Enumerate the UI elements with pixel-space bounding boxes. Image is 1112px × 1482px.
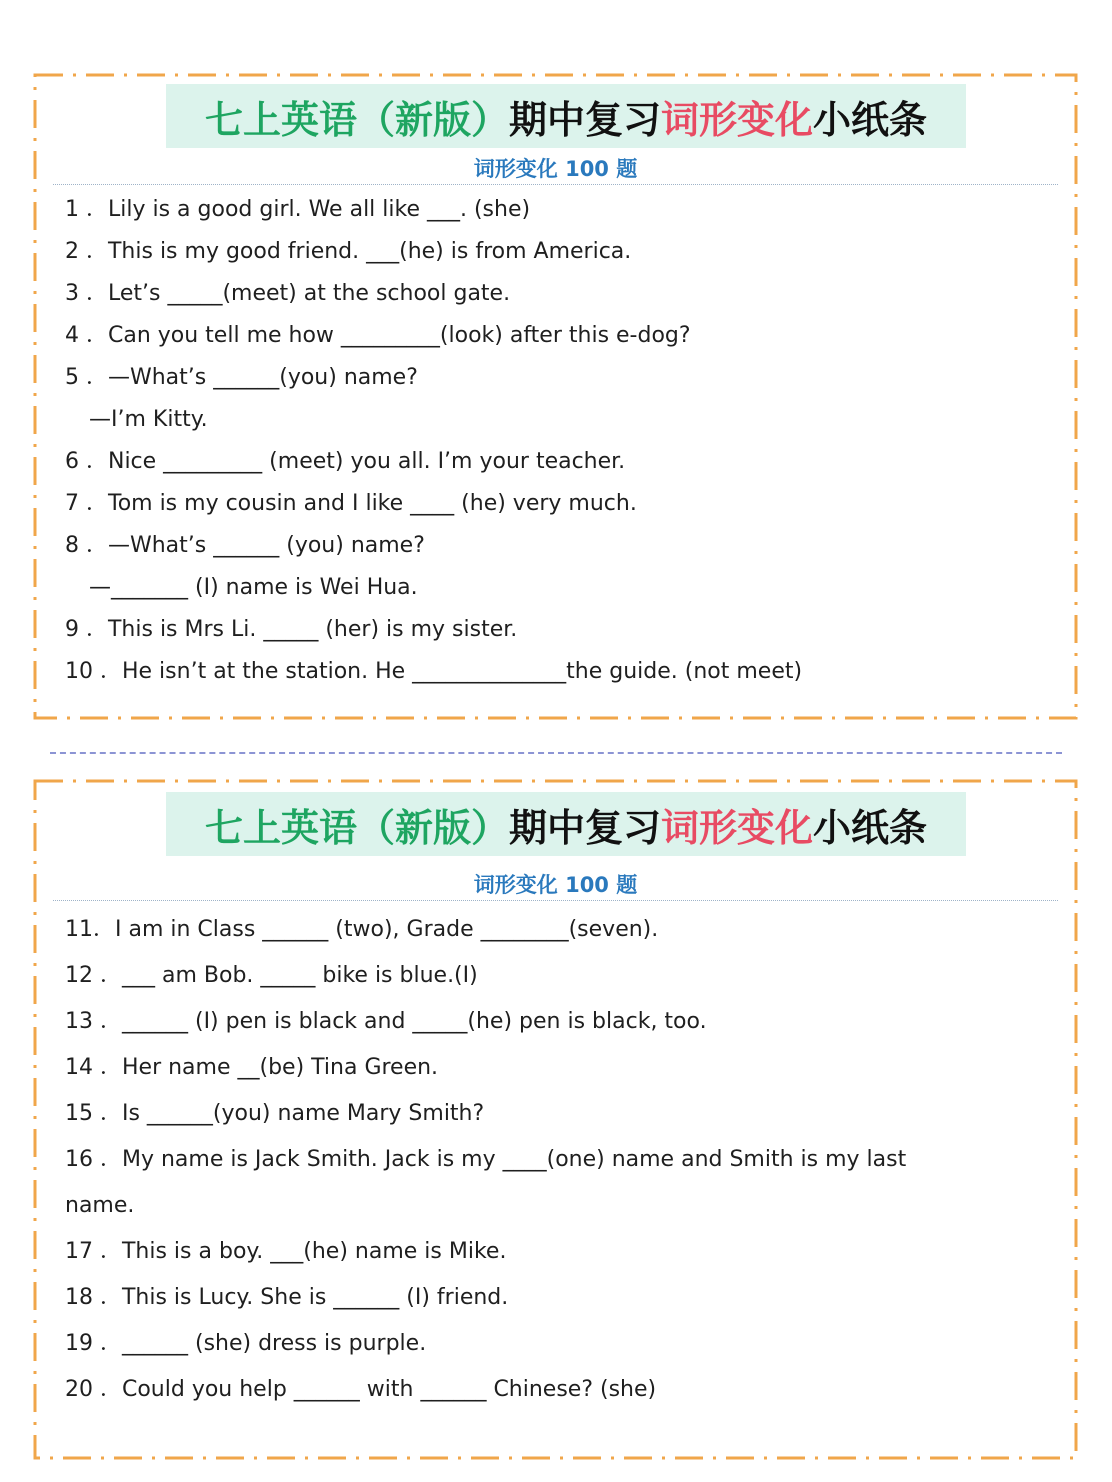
question-8-answer-line: —_______ (I) name is Wei Hua. xyxy=(89,575,418,600)
question-18: 18 ．This is Lucy. She is ______ (I) friend. xyxy=(65,1285,509,1310)
title-part-2: 期中复习 xyxy=(508,97,661,142)
question-14: 14 ．Her name __(be) Tina Green. xyxy=(65,1055,439,1080)
question-5: 5 ．—What’s ______(you) name? xyxy=(65,365,418,390)
worksheet-card-1 xyxy=(33,72,1078,720)
question-13: 13 ．______ (I) pen is black and _____(he) pen is black, too. xyxy=(65,1009,707,1034)
question-4: 4 ．Can you tell me how _________(look) after this e-dog? xyxy=(65,323,691,348)
title-divider xyxy=(53,184,1058,185)
question-17: 17 ．This is a boy. ___(he) name is Mike. xyxy=(65,1239,507,1264)
question-5-answer-line: —I’m Kitty. xyxy=(89,407,208,432)
title-part-2: 期中复习 xyxy=(508,805,661,850)
question-6: 6 ．Nice _________ (meet) you all. I’m your teacher. xyxy=(65,449,626,474)
question-3: 3 ．Let’s _____(meet) at the school gate. xyxy=(65,281,511,306)
cut-separator xyxy=(50,752,1062,754)
question-10: 10 ．He isn’t at the station. He ______________the guide. (not meet) xyxy=(65,659,803,684)
card-subtitle: 词形变化 100 题 xyxy=(473,157,638,181)
question-11: 11．I am in Class ______ (two), Grade ________(seven). xyxy=(65,917,659,942)
card-subtitle: 词形变化 100 题 xyxy=(473,873,638,897)
question-1: 1 ．Lily is a good girl. We all like ___. (she) xyxy=(65,197,531,222)
card-title xyxy=(166,84,966,148)
question-20: 20 ．Could you help ______ with ______ Chinese? (she) xyxy=(65,1377,657,1402)
title-divider xyxy=(53,900,1058,901)
title-part-3: 词形变化 xyxy=(661,97,814,142)
title-part-1: 七上英语（新版） xyxy=(204,805,509,850)
card-title xyxy=(166,792,966,856)
title-part-4: 小纸条 xyxy=(813,805,928,850)
question-12: 12 ．___ am Bob. _____ bike is blue.(I) xyxy=(65,963,478,988)
question-8: 8 ．—What’s ______ (you) name? xyxy=(65,533,425,558)
title-part-3: 词形变化 xyxy=(661,805,814,850)
worksheet-card-2 xyxy=(33,778,1078,1460)
question-16: 16 ．My name is Jack Smith. Jack is my ____(one) name and Smith is my last xyxy=(65,1147,907,1172)
question-9: 9 ．This is Mrs Li. _____ (her) is my sister. xyxy=(65,617,518,642)
question-2: 2 ．This is my good friend. ___(he) is from America. xyxy=(65,239,632,264)
question-7: 7 ．Tom is my cousin and I like ____ (he) very much. xyxy=(65,491,637,516)
question-16-continuation: name. xyxy=(65,1193,135,1218)
question-15: 15 ．Is ______(you) name Mary Smith? xyxy=(65,1101,485,1126)
title-part-1: 七上英语（新版） xyxy=(204,97,509,142)
question-19: 19 ．______ (she) dress is purple. xyxy=(65,1331,427,1356)
title-part-4: 小纸条 xyxy=(813,97,928,142)
